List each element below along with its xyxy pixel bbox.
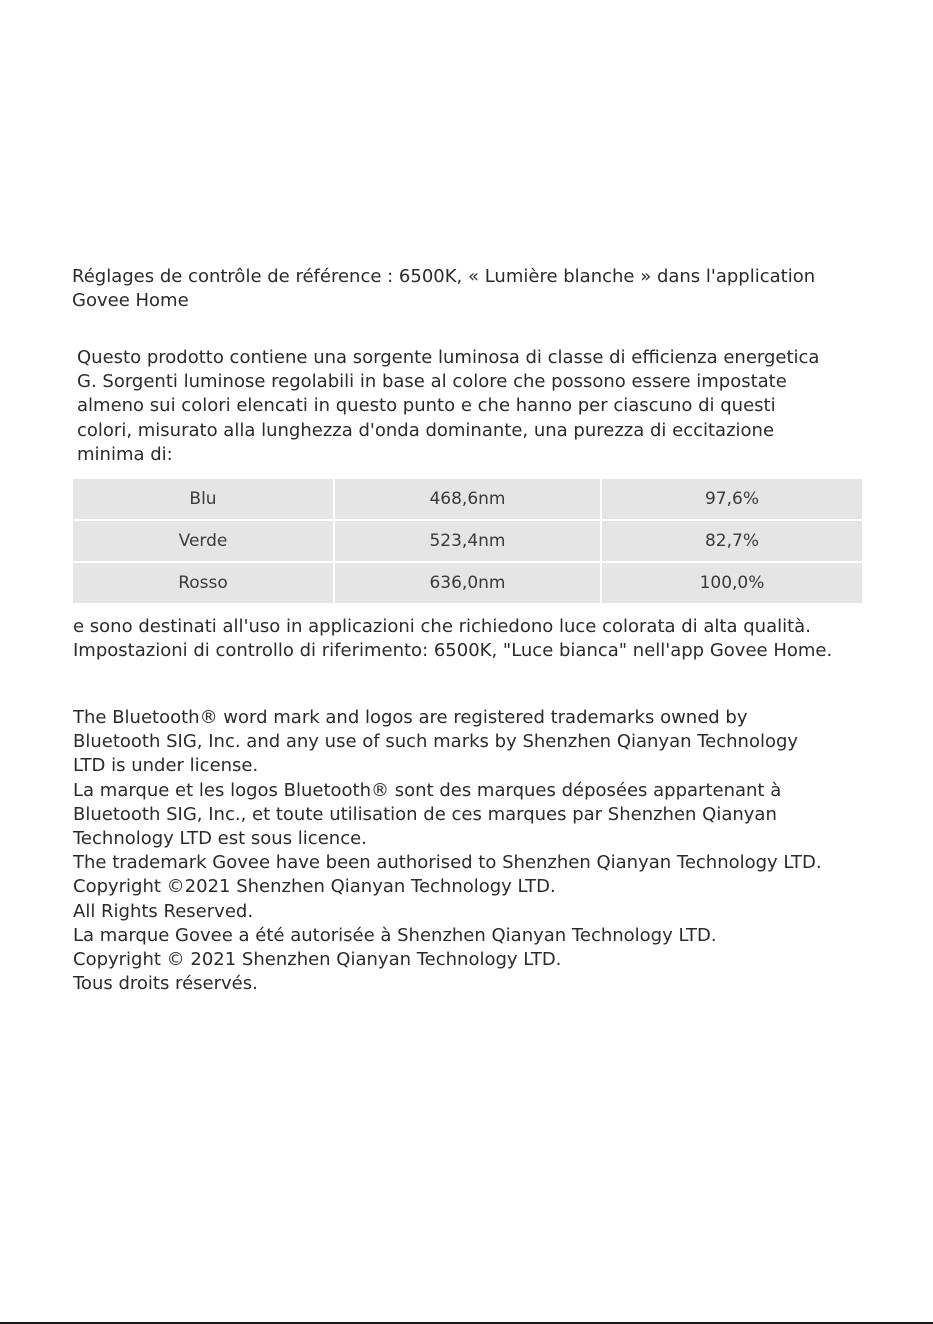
paragraph-line: minima di: (77, 443, 173, 465)
color-name-cell: Rosso (73, 563, 335, 605)
paragraph-line: Copyright ©2021 Shenzhen Qianyan Technology LTD. (73, 876, 556, 898)
wavelength-cell: 636,0nm (335, 563, 602, 605)
paragraph-line: colori, misurato alla lunghezza d'onda dominante, una purezza di eccitazione (77, 419, 775, 441)
purity-cell: 97,6% (602, 479, 862, 521)
paragraph-line: Réglages de contrôle de référence : 6500K, « Lumière blanche » dans l'application (72, 266, 816, 287)
color-purity-table (73, 479, 862, 605)
italian-outro-paragraph (73, 615, 832, 663)
paragraph-line: Bluetooth SIG, Inc. and any use of such marks by Shenzhen Qianyan Technology (73, 731, 799, 753)
paragraph-line: G. Sorgenti luminose regolabili in base al colore che possono essere impostate (77, 371, 787, 393)
table-row (73, 521, 862, 563)
purity-cell: 82,7% (602, 521, 862, 563)
paragraph-line: The trademark Govee have been authorised to Shenzhen Qianyan Technology LTD. (73, 852, 822, 874)
table-row (73, 479, 862, 521)
paragraph-line: Questo prodotto contiene una sorgente luminosa di classe di efficienza energetica (77, 347, 820, 368)
paragraph-line: La marque et les logos Bluetooth® sont des marques déposées appartenant à (73, 779, 782, 801)
italian-intro-paragraph (77, 346, 819, 467)
color-name-cell: Verde (73, 521, 335, 563)
paragraph-line: Impostazioni di controllo di riferimento: 6500K, "Luce bianca" nell'app Govee Home. (73, 640, 833, 662)
paragraph-line: Technology LTD est sous licence. (73, 828, 367, 850)
paragraph-line: Govee Home (72, 290, 189, 312)
table-row (73, 563, 862, 605)
paragraph-line: Bluetooth SIG, Inc., et toute utilisation de ces marques par Shenzhen Qianyan (73, 803, 777, 825)
trademark-notice (73, 706, 822, 996)
paragraph-line: Tous droits réservés. (73, 973, 258, 995)
paragraph-line: LTD is under license. (73, 755, 259, 777)
french-reference-paragraph (72, 265, 815, 313)
paragraph-line: Copyright © 2021 Shenzhen Qianyan Technology LTD. (73, 949, 562, 971)
paragraph-line: La marque Govee a été autorisée à Shenzhen Qianyan Technology LTD. (73, 924, 717, 946)
color-name-cell: Blu (73, 479, 335, 521)
paragraph-line: The Bluetooth® word mark and logos are registered trademarks owned by (73, 707, 748, 728)
wavelength-cell: 468,6nm (335, 479, 602, 521)
wavelength-cell: 523,4nm (335, 521, 602, 563)
paragraph-line: e sono destinati all'uso in applicazioni che richiedono luce colorata di alta qualità. (73, 616, 811, 637)
paragraph-line: All Rights Reserved. (73, 900, 254, 922)
purity-cell: 100,0% (602, 563, 862, 605)
paragraph-line: almeno sui colori elencati in questo punto e che hanno per ciascuno di questi (77, 395, 776, 417)
